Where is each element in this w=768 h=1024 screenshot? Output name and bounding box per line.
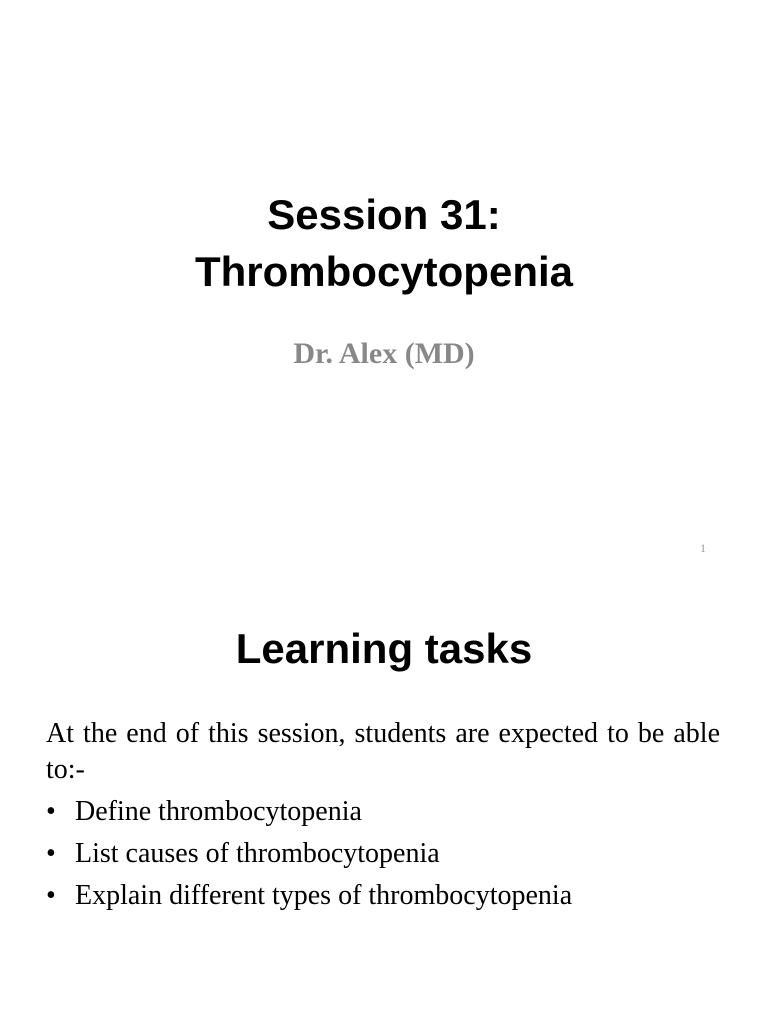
slide-1-title — [0, 186, 768, 300]
intro-text: At the end of this session, students are expected to be able to:- — [46, 718, 720, 785]
learning-tasks-list — [46, 794, 720, 914]
list-item — [46, 794, 720, 830]
bullet-icon: • — [46, 880, 56, 911]
slide-2-body — [46, 716, 720, 920]
list-item — [46, 878, 720, 914]
title-line-1: Session 31: — [267, 191, 501, 238]
bullet-icon: • — [46, 796, 56, 827]
slide-number: 1 — [700, 541, 706, 555]
list-item-text: Define thrombocytopenia — [75, 796, 362, 827]
title-line-2: Thrombocytopenia — [194, 248, 574, 295]
slide-2-title: Learning tasks — [235, 625, 533, 672]
list-item — [46, 836, 720, 872]
slide-2 — [0, 576, 768, 1024]
list-item-text: List causes of thrombocytopenia — [75, 838, 440, 869]
list-item-text: Explain different types of thrombocytopenia — [75, 880, 573, 911]
presenter-name: Dr. Alex (MD) — [293, 337, 475, 370]
bullet-icon: • — [46, 838, 56, 869]
